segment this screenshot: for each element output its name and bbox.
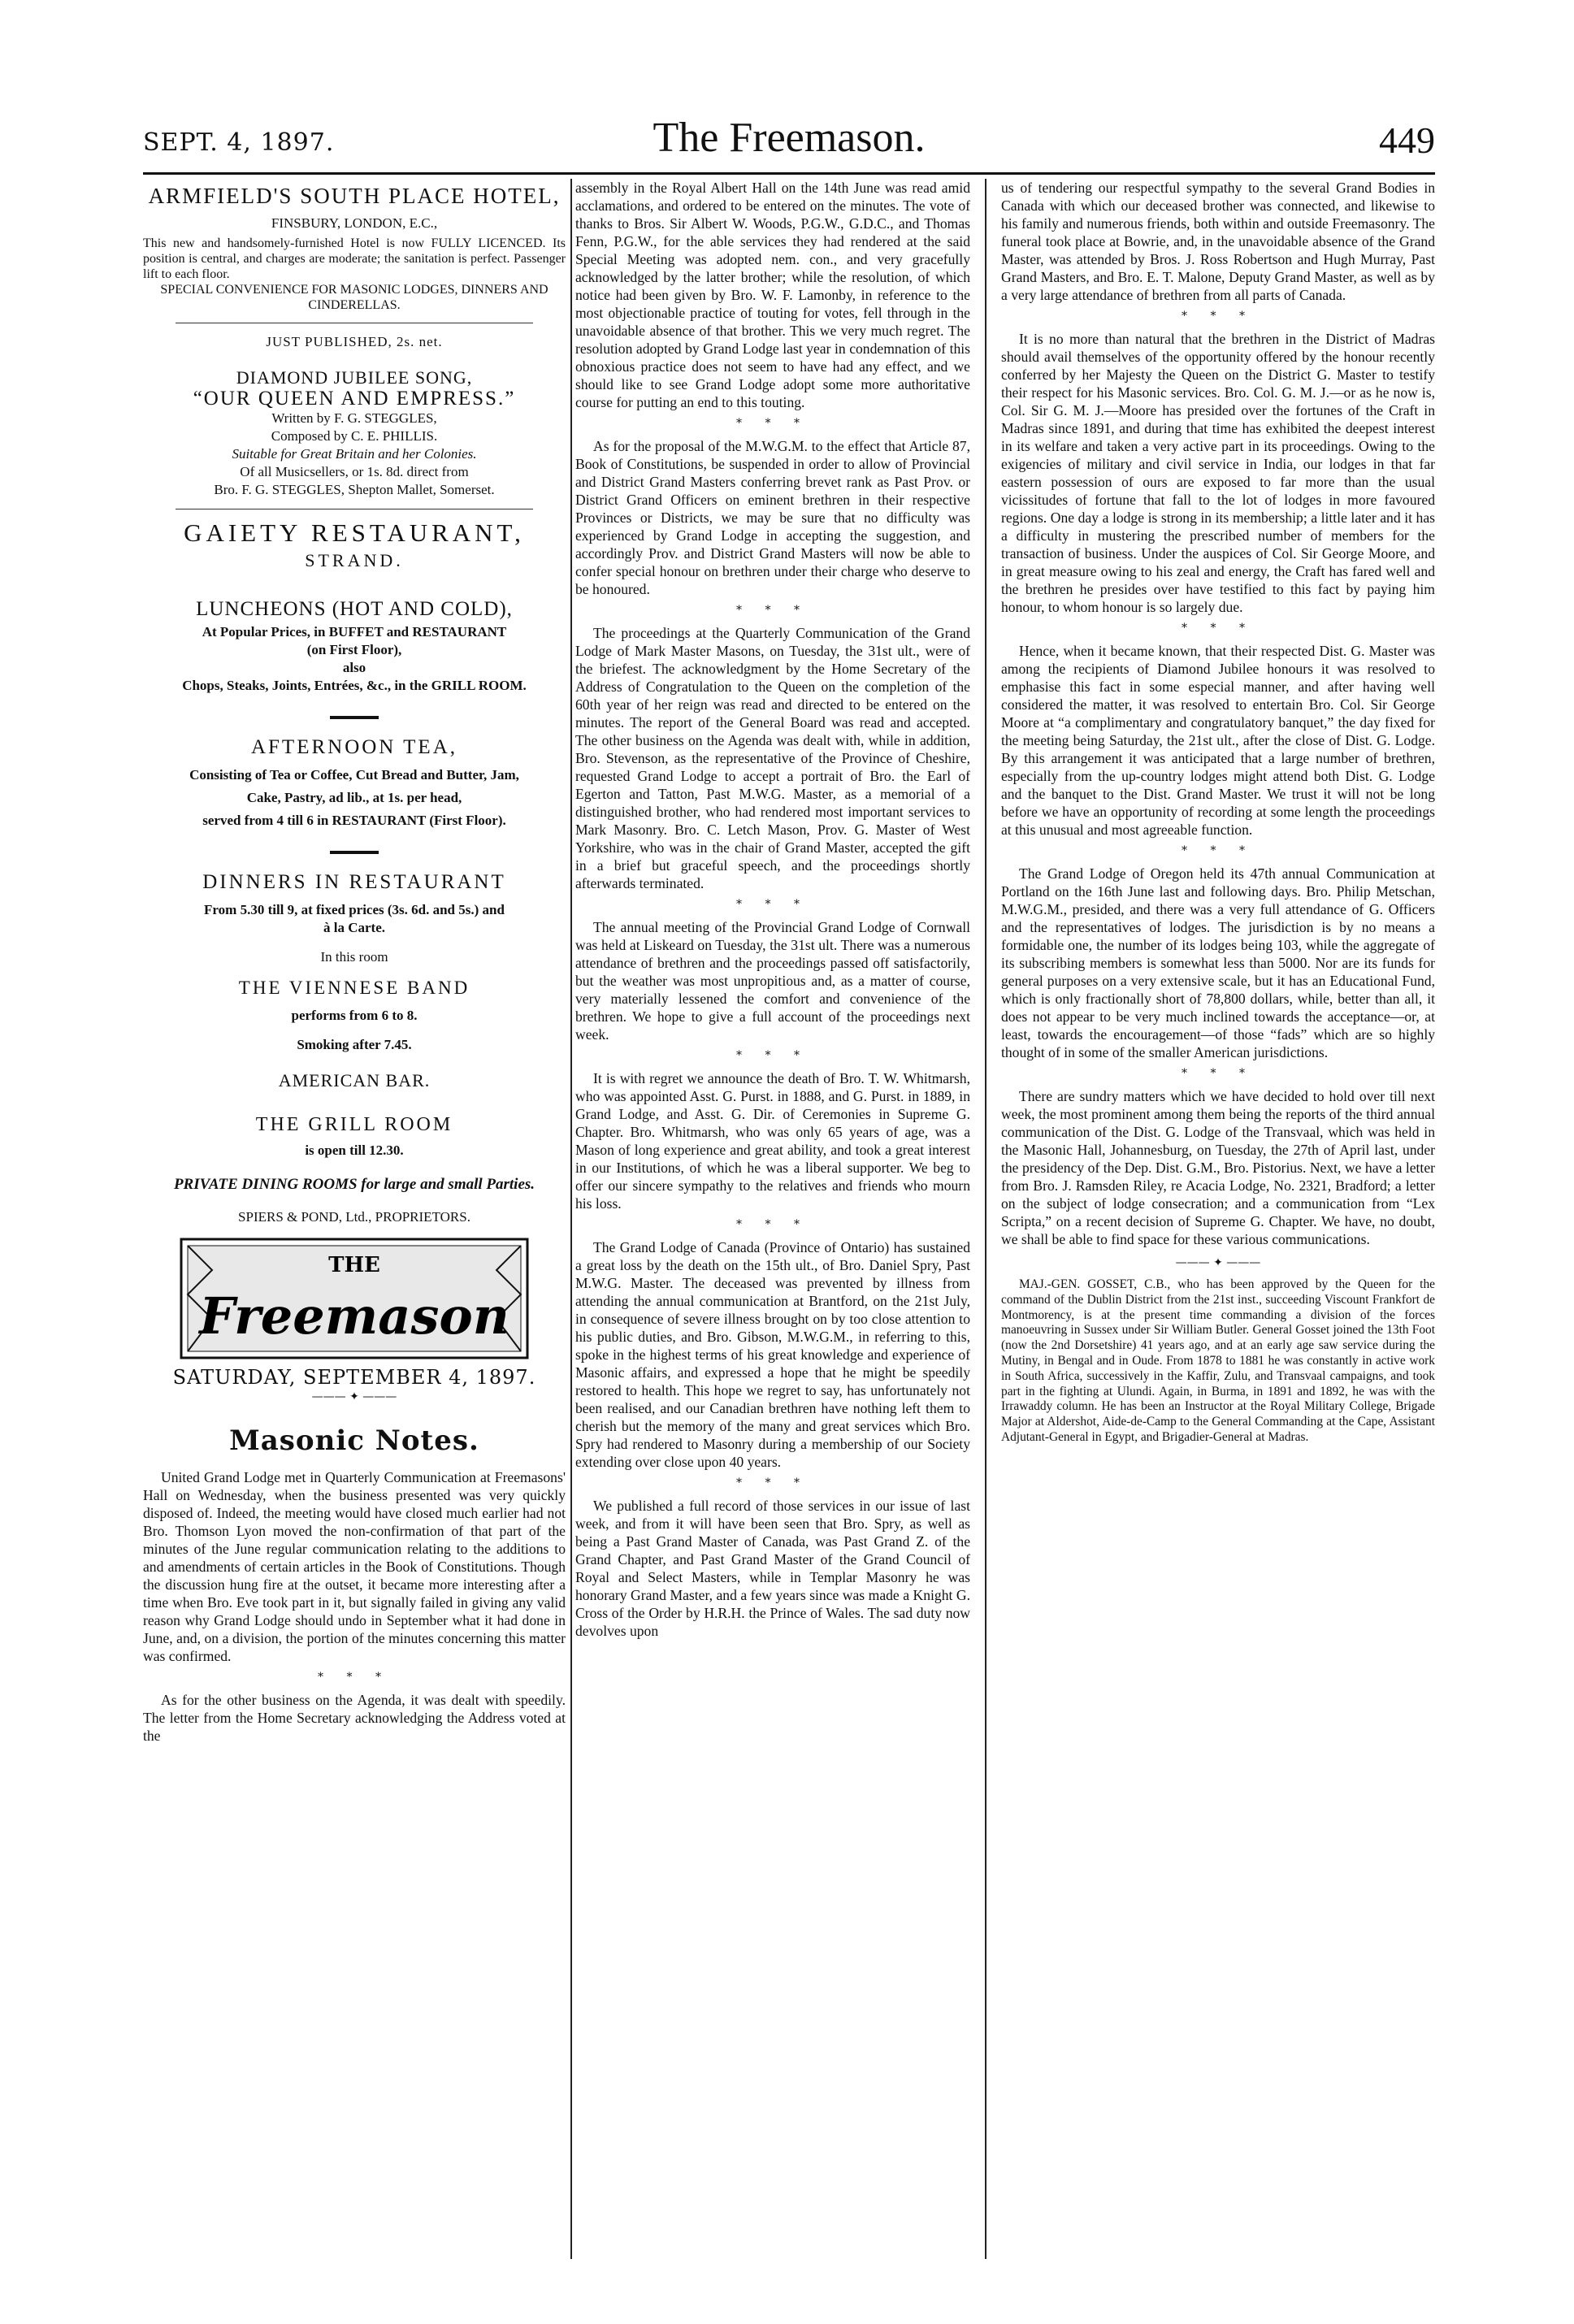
section-separator: * * *	[736, 1049, 809, 1062]
issue-date: SATURDAY, SEPTEMBER 4, 1897.	[172, 1366, 536, 1389]
song-written-by: Written by F. G. STEGGLES,	[271, 410, 437, 426]
article-column-3	[1001, 179, 1435, 2267]
article-paragraph: As for the proposal of the M.W.G.M. to the effect that Article 87, Book of Constitutions, be suspended in order to allow of Provincial and District Grand Masters conferring brevet rank as Past Prov. or District Grand Officers on eminent brethren in their respective Provinces or Districts, we may be sure that no difficulty was experienced by Grand Lodge in accepting the suggestion, and accordingly Prov. and District Grand Masters will now be able to confer special honour on brethren under their charge who deserve to be honoured.	[575, 438, 970, 597]
smoking-line: Smoking after 7.45.	[297, 1037, 412, 1052]
ornament: ——— ✦ ———	[1175, 1256, 1261, 1269]
tea-line-3: served from 4 till 6 in RESTAURANT (First Floor).	[202, 813, 506, 828]
proprietors: SPIERS & POND, Ltd., PROPRIETORS.	[238, 1209, 470, 1225]
section-separator: * * *	[736, 604, 809, 617]
gaiety-title: GAIETY RESTAURANT,	[184, 518, 525, 547]
divider	[330, 716, 379, 719]
gaiety-restaurant-ad	[143, 519, 566, 1226]
column-divider	[985, 179, 986, 2259]
section-separator: * * *	[736, 1218, 809, 1231]
armfield-title: ARMFIELD'S SOUTH PLACE HOTEL,	[148, 184, 561, 208]
article-paragraph: We published a full record of those services in our issue of last week, and from it will have been seen that Bro. Spry, as well as being a Past Grand Master of Canada, was Past Grand Z. of the Grand Chapter, and Past Grand Master of the Grand Council of Royal and Select Masters, while in Templar Masonry he was honorary Grand Master, and a few years since was made a Knight G. Cross of the Order by H.R.H. the Prince of Wales. The sad duty now devolves upon	[575, 1498, 970, 1639]
article-paragraph: It is with regret we announce the death of Bro. T. W. Whitmarsh, who was appointed Asst. G. Purst. in 1888, and G. Purst. in 1889, in Grand Lodge, and Asst. G. Dir. of Ceremonies in Supreme G. Chapter. Bro. Whitmarsh, who was only 65 years of age, was a Mason of long experience and great ability, and took a great interest in our Institutions, of which he was a liberal supporter. We beg to offer our sincere sympathy to the relatives and friends who mourn his loss.	[575, 1070, 970, 1212]
section-separator: * * *	[736, 417, 809, 430]
page-header	[143, 114, 1435, 171]
article-paragraph: The proceedings at the Quarterly Communication of the Grand Lodge of Mark Master Masons, on Tuesday, the 31st ult., were of the briefest. The acknowledgment by the Home Secretary of the Address of Congratulation to the Queen on the completion of the 60th year of her reign was read and directed to be entered on the minutes. The report of the General Board was read and accepted. The other business on the Agenda was dealt with, while in addition, Bro. Stevenson, as the representative of the Province of Cheshire, requested Grand Lodge to accept a portrait of Bro. the Earl of Egerton and Tatton, Past M.W.G. Master, as a memorial of a distinguished brother, who had rendered most important services to Mark Masonry. Bro. C. Letch Mason, Prov. G. Master of West Yorkshire, who was in the chair of Grand Master, accepted the gift in a brief but graceful speech, and the proceedings shortly afterwards terminated.	[575, 625, 970, 891]
armfield-description: This new and handsomely-furnished Hotel is now FULLY LICENCED. Its position is central, and charges are moderate; the sanitation is perfect. Passenger lift to each floor.	[143, 236, 566, 281]
tea-line-2: Cake, Pastry, ad lib., at 1s. per head,	[246, 790, 462, 805]
section-separator: * * *	[1182, 844, 1255, 857]
luncheons-also: also	[342, 660, 366, 675]
song-title-line: DIAMOND JUBILEE SONG,	[236, 367, 473, 388]
dinners-line-2: à la Carte.	[323, 920, 385, 935]
luncheons-chops: Chops, Steaks, Joints, Entrées, &c., in the GRILL ROOM.	[182, 678, 527, 693]
song-contact: Bro. F. G. STEGGLES, Shepton Mallet, Somerset.	[214, 482, 495, 497]
article-paragraph: There are sundry matters which we have decided to hold over till next week, the most prominent among them being the reports of the third annual communication of the Dist. G. Lodge of the Transvaal, which was held in the Masonic Hall, Johannesburg, on Tuesday, the 27th of April last, under the presidency of the Dep. Dist. G.M., Bro. Pistorius. Next, we have a letter from Bro. J. Ramsden Riley, re Acacia Lodge, No. 2321, Bradford; a letter on the subject of lodge consecration; and a communication from “Lex Scripta,” on a recent decision of Supreme G. Chapter. We have, no doubt, we shall be able to find space for these various communications.	[1001, 1088, 1435, 1247]
song-composed-by: Composed by C. E. PHILLIS.	[271, 428, 438, 444]
freemason-logo-graphic	[180, 1238, 529, 1359]
logo-small-text: THE	[328, 1253, 380, 1277]
advertisements-column	[143, 179, 566, 2267]
section-separator: * * *	[1182, 622, 1255, 635]
private-dining: PRIVATE DINING ROOMS for large and small Parties.	[173, 1176, 536, 1193]
header-page-number: 449	[1379, 119, 1435, 161]
section-separator: * * *	[1182, 310, 1255, 323]
section-heading: Masonic Notes.	[229, 1424, 479, 1457]
luncheons-heading: LUNCHEONS (HOT AND COLD),	[196, 598, 513, 620]
song-title: “OUR QUEEN AND EMPRESS.”	[193, 388, 516, 410]
song-published: JUST PUBLISHED, 2s. net.	[266, 334, 443, 349]
section-separator: * * *	[736, 898, 809, 911]
article-paragraph: Hence, when it became known, that their respected Dist. G. Master was among the recipients of Diamond Jubilee honours it was resolved to emphasise this fact in some especial manner, and after having well considered the matter, it was resolved to entertain Bro. Col. Sir George Moore at “a complimentary and congratulatory banquet,” the day fixed for the meeting being Saturday, the 21st ult., after the close of Dist. G. Lodge. By this arrangement it was anticipated that a large number of brethren, especially from the up-country lodges might attend both Dist. G. Lodge and the banquet to the Dist. Grand Master. We trust it will not be long before we have an opportunity of recording at some length the proceedings at this unusual and most agreeable function.	[1001, 643, 1435, 838]
section-separator: * * *	[1182, 1067, 1255, 1080]
article-paragraph-small: MAJ.-GEN. GOSSET, C.B., who has been approved by the Queen for the command of the Dublin District from the 21st inst., succeeding Viscount Frankfort de Montmorency, is at the present time commanding a division of the forces manoeuvring in Sussex under Sir William Butler. General Gosset joined the 13th Foot (now the 2nd Dorsetshire) 41 years ago, and at an early age saw service during the Mutiny, in Bengal and in Oude. From 1878 to 1881 he was constantly in active work in South Africa, successively in the Kaffir, Zulu, and Transvaal campaigns, and took part in the fighting at Ulundi. Again, in Burma, in 1891 and 1892, he was with the Irrawaddy column. He has been an Instructor at the Royal Military College, Brigade Major at Aldershot, Aide-de-Camp to the General Commanding at the Cape, Assistant Adjutant-General in Egypt, and Brigadier-General at Madras.	[1001, 1277, 1435, 1444]
column-divider	[570, 179, 572, 2259]
ornament: ——— ✦ ———	[311, 1390, 397, 1403]
freemason-logo	[180, 1238, 529, 1359]
tea-line-1: Consisting of Tea or Coffee, Cut Bread and Butter, Jam,	[189, 767, 519, 783]
band-heading: THE VIENNESE BAND	[238, 978, 470, 998]
armfield-address: FINSBURY, LONDON, E.C.,	[271, 215, 438, 231]
section-separator: * * *	[736, 1476, 809, 1489]
armfield-special: SPECIAL CONVENIENCE FOR MASONIC LODGES, DINNERS AND CINDERELLAS.	[160, 283, 549, 312]
article-column-2	[575, 179, 970, 2267]
in-this-room: In this room	[320, 949, 388, 965]
header-rule	[143, 172, 1435, 175]
header-date: SEPT. 4, 1897.	[143, 128, 335, 157]
grill-room-line: is open till 12.30.	[305, 1142, 404, 1158]
article-paragraph: United Grand Lodge met in Quarterly Communication at Freemasons' Hall on Wednesday, when the business presented was very quickly disposed of. Indeed, the meeting would have closed much earlier had not Bro. Thomson Lyon moved the non-confirmation of that part of the minutes of the June regular communication relating to the additions to and amendments of certain articles in the Book of Constitutions. Though the discussion hung fire at the outset, it became more interesting after a time when Bro. Eve took part in it, but signally failed in giving any valid reason why Grand Lodge should undo in September what it had done in June, and, on a division, the portion of the minutes concerning this matter was confirmed.	[143, 1469, 566, 1664]
article-paragraph: The annual meeting of the Provincial Grand Lodge of Cornwall was held at Liskeard on Tuesday, the 31st ult. There was a numerous attendance of brethren and the proceedings passed off satisfactorily, but the weather was most unpropitious and, as a matter of course, very materially lessened the comfort and convenience of the brethren. We hope to give a full account of the proceedings next week.	[575, 919, 970, 1043]
article-paragraph: It is no more than natural that the brethren in the District of Madras should avail themselves of the opportunity offered by the honour recently conferred by her Majesty the Queen on the District G. Master to testify their respect for his Masonic services. Bro. Col. G. M. J.—or as he now is, Col. Sir G. M. J.—Moore has presided over the fortunes of the Craft in Madras since 1891, and during that time has exhibited the deepest interest in its welfare and taken a very active part in its proceedings. Owing to the exigencies of military and civil service in India, our lodges in that far eastern possession of ours are exposed to far more than the usual vicissitudes of fortune that fall to the lot of lodges in more favoured regions. One day a lodge is strong in its membership; a little later and it has a difficulty in mustering the prescribed number of members for the transaction of business. Under the auspices of Col. Sir George Moore, and in great measure owing to his zeal and energy, the Craft has fared well and the brethren he presides over have testified to this fact by paying him honour, to whom honour is so largely due.	[1001, 331, 1435, 615]
section-separator: * * *	[318, 1671, 391, 1684]
gaiety-subtitle: STRAND.	[305, 550, 404, 570]
article-paragraph: The Grand Lodge of Oregon held its 47th annual Communication at Portland on the 16th June last and following days. Bro. Philip Metschan, M.W.G.M., presided, and there was a very full attendance of G. Officers and the representatives of lodges. The jurisdiction is by no means a formidable one, the number of its lodges being 103, while the aggregate of its subscribing members is somewhat less than 5000. Nor are its funds for general purposes on a very extensive scale, but it has an Educational Fund, which is only fractionally short of 78,800 dollars, while, better than all, it does not appear to be very much inclined towards the acceptance—or, at least, towards the encouragement—of those “fads” which are so highly thought of in some of the smaller American jurisdictions.	[1001, 865, 1435, 1060]
dinners-heading: DINNERS IN RESTAURANT	[202, 871, 506, 893]
armfield-hotel-ad	[143, 182, 566, 313]
dinners-line-1: From 5.30 till 9, at fixed prices (3s. 6d. and 5s.) and	[204, 902, 505, 917]
luncheons-floor: (on First Floor),	[306, 642, 402, 657]
article-paragraph: us of tendering our respectful sympathy to the several Grand Bodies in Canada with which our deceased brother was connected, and likewise to his family and numerous friends, both within and outside Freemasonry. The funeral took place at Bowrie, and, in the unavoidable absence of the Grand Master, was attended by Bros. J. Ross Robertson and Hugh Murray, Past Grand Masters, and Bro. E. T. Malone, Deputy Grand Master, as well as by a very large attendance of brethren from all parts of Canada.	[1001, 180, 1435, 303]
header-title: The Freemason.	[653, 115, 926, 161]
divider	[330, 851, 379, 854]
american-bar: AMERICAN BAR.	[278, 1070, 431, 1090]
jubilee-song-ad	[143, 333, 566, 499]
luncheons-prices: At Popular Prices, in BUFFET and RESTAURANT	[202, 624, 507, 640]
afternoon-tea-heading: AFTERNOON TEA,	[250, 736, 458, 758]
article-paragraph: As for the other business on the Agenda, it was dealt with speedily. The letter from the Home Secretary acknowledging the Address voted at the	[143, 1692, 566, 1744]
song-suitable: Suitable for Great Britain and her Colonies.	[232, 446, 477, 462]
logo-large-text: Freemason	[199, 1286, 509, 1346]
article-paragraph: The Grand Lodge of Canada (Province of Ontario) has sustained a great loss by the death on the 15th ult., of Bro. Daniel Spry, Past M.W.G. Master. The deceased was prevented by illness from attending the annual communication at Brantford, on the 21st July, in consequence of severe illness brought on by too close attention to his public duties, and Bro. Gibson, M.W.G.M., in referring to this, spoke in the highest terms of his great knowledge and experience of Masonic affairs, and expressed a hope that he might be speedily restored to health. This hope we regret to say, has unfortunately not been realised, and our Canadian brethren have nothing left them to cherish but the memory of the many and great services which Bro. Spry had rendered to Masonry during a membership of our Society extending over close upon 40 years.	[575, 1239, 970, 1470]
article-paragraph: assembly in the Royal Albert Hall on the 14th June was read amid acclamations, and ordered to be entered on the minutes. The vote of thanks to Bros. Sir Albert W. Woods, P.G.W., G.D.C., and Thomas Fenn, P.G.W., for the able services they had rendered at the said Special Meeting was adopted nem. con., and very gracefully acknowledged by the latter brother; while the resolution, of which notice had been given by Bro. W. F. Lamonby, in reference to the most objectionable practice of touting for votes, fell through in the unavoidable absence of that brother. This we very much regret. The resolution adopted by Grand Lodge last year in condemnation of this obnoxious practice does not seem to have had any effect, and we should like to see Grand Lodge adopt some more authoritative course for putting an end to this touting.	[575, 180, 970, 410]
song-availability: Of all Musicsellers, or 1s. 8d. direct from	[240, 464, 469, 479]
grill-room-heading: THE GRILL ROOM	[255, 1114, 453, 1135]
band-line: performs from 6 to 8.	[291, 1008, 418, 1023]
